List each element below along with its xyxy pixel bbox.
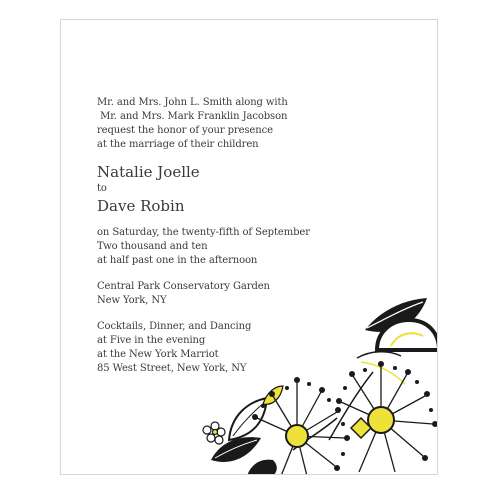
big-flower-right: [341, 366, 433, 472]
venue-city: New York, NY: [97, 295, 167, 306]
small-flower: [203, 422, 225, 444]
groom-name: Dave Robin: [97, 197, 185, 215]
date-line-3: at half past one in the afternoon: [97, 255, 258, 266]
reception-line-2: at Five in the evening: [97, 335, 206, 346]
date-line-2: Two thousand and ten: [97, 241, 208, 252]
leaf-left-dark: [211, 437, 261, 462]
reception-line-4: 85 West Street, New York, NY: [97, 363, 247, 374]
date-line-1: on Saturday, the twenty-fifth of September: [97, 227, 310, 238]
big-flower-left: [257, 382, 345, 475]
hosts-line-4: at the marriage of their children: [97, 139, 259, 150]
hosts-line-3: request the honor of your presence: [97, 125, 273, 136]
invitation-card: [60, 19, 438, 475]
leaf-yellow: [263, 386, 283, 404]
reception-line-1: Cocktails, Dinner, and Dancing: [97, 321, 252, 332]
venue-name: Central Park Conservatory Garden: [97, 281, 270, 292]
leaf-left-outline: [229, 398, 267, 440]
hosts-line-2: Mr. and Mrs. Mark Franklin Jacobson: [97, 111, 288, 122]
bride-name: Natalie Joelle: [97, 163, 200, 181]
joiner-text: to: [97, 183, 107, 194]
reception-line-3: at the New York Marriot: [97, 349, 219, 360]
hosts-line-1: Mr. and Mrs. John L. Smith along with: [97, 97, 288, 108]
invitation-text: [97, 96, 417, 376]
yellow-accent: [351, 418, 371, 438]
